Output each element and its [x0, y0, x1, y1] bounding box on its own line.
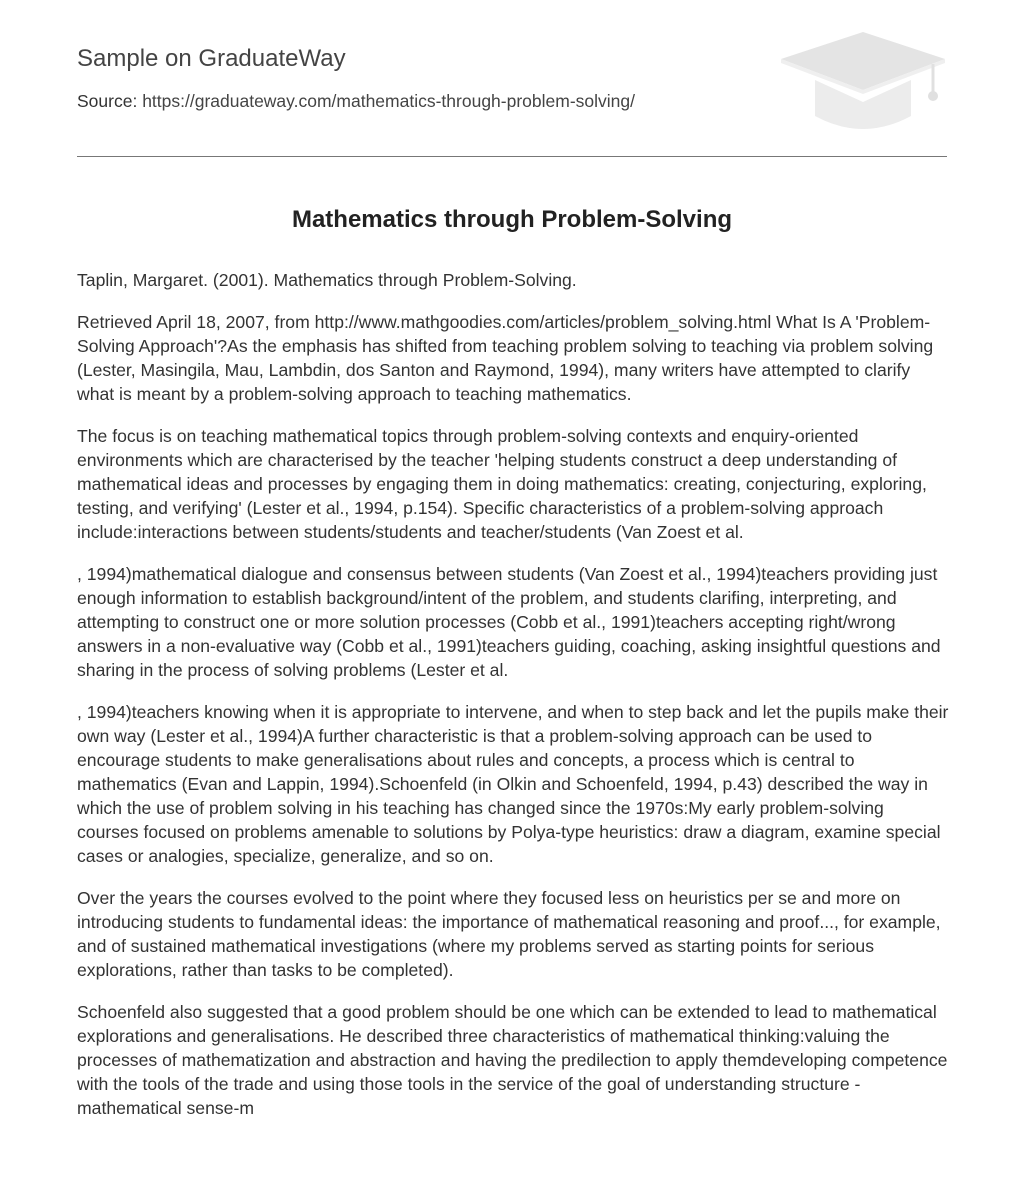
site-title: Sample on GraduateWay — [77, 45, 346, 72]
site-header — [77, 0, 947, 157]
paragraph: Retrieved April 18, 2007, from http://www.mathgoodies.com/articles/problem_solving.html What Is A 'Problem-Solving Approach'?As the emphasis has shifted from teaching problem solving to teaching via problem solving (Lester, Masingila, Mau, Lambdin, dos Santon and Raymond, 1994), many writers have attempted to clarify what is meant by a problem-solving approach to teaching mathematics. — [77, 312, 934, 404]
source-label: Source: — [77, 91, 138, 111]
paragraph: Schoenfeld also suggested that a good problem should be one which can be extended to lead to mathematical explorations and generalisations. He described three characteristics of mathematical thinking:valuing the processes of mathematization and abstraction and having the predilection to apply themdeveloping competence with the tools of the trade and using those tools in the service of the goal of understanding structure - mathematical sense-m — [77, 1002, 948, 1118]
paragraph: Over the years the courses evolved to the point where they focused less on heuristics per se and more on introducing students to fundamental ideas: the importance of mathematical reasoning and proof..., for example, and of sustained mathematical investigations (where my problems served as starting points for serious explorations, rather than tasks to be completed). — [77, 888, 941, 980]
paragraph: Taplin, Margaret. (2001). Mathematics through Problem-Solving. — [77, 270, 577, 290]
page — [77, 0, 949, 1118]
graduation-cap-icon — [779, 30, 947, 134]
paragraph: , 1994)mathematical dialogue and consensus between students (Van Zoest et al., 1994)teachers providing just enough information to establish background/intent of the problem, and students clarifing, interpreting, and attempting to construct one or more solution processes (Cobb et al., 1991)teachers accepting right/wrong answers in a non-evaluative way (Cobb et al., 1991)teachers guiding, coaching, asking insightful questions and sharing in the process of solving problems (Lester et al. — [77, 564, 941, 680]
document-title: Mathematics through Problem-Solving — [291, 206, 733, 233]
paragraph: The focus is on teaching mathematical topics through problem-solving contexts and enquiry-oriented environments which are characterised by the teacher 'helping students construct a deep understanding of mathematical ideas and processes by engaging them in doing mathematics: creating, conjecturing, exploring, testing, and verifying' (Lester et al., 1994, p.154). Specific characteristics of a problem-solving approach include:interactions between students/students and teacher/students (Van Zoest et al. — [77, 426, 927, 542]
document-body — [77, 268, 949, 1138]
source-link[interactable]: https://graduateway.com/mathematics-through-problem-solving/ — [142, 91, 635, 111]
source-line — [77, 90, 635, 112]
paragraph: , 1994)teachers knowing when it is appropriate to intervene, and when to step back and let the pupils make their own way (Lester et al., 1994)A further characteristic is that a problem-solving approach can be used to encourage students to make generalisations about rules and concepts, a process which is central to mathematics (Evan and Lappin, 1994).Schoenfeld (in Olkin and Schoenfeld, 1994, p.43) described the way in which the use of problem solving in his teaching has changed since the 1970s:My early problem-solving courses focused on problems amenable to solutions by Polya-type heuristics: draw a diagram, examine special cases or analogies, specialize, generalize, and so on. — [77, 702, 949, 866]
